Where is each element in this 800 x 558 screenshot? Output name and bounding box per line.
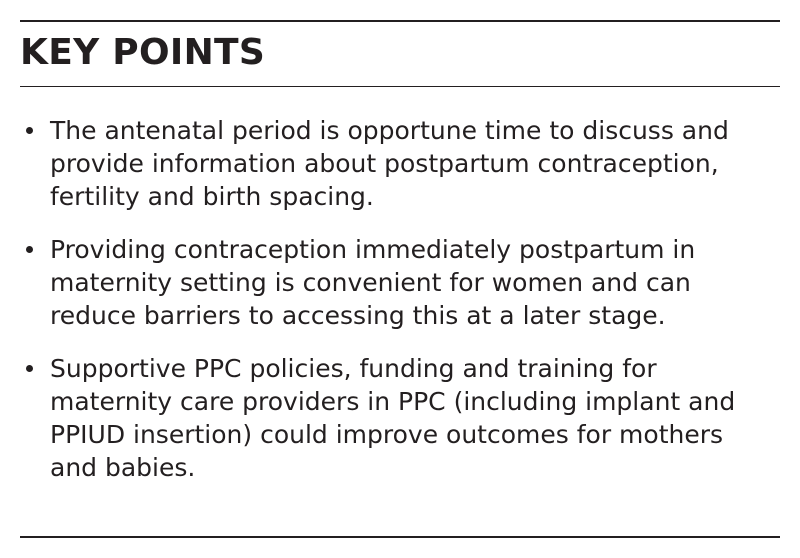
bottom-rule [20, 536, 780, 538]
key-point-line: reduce barriers to accessing this at a later stage. [50, 301, 666, 330]
key-point-3 [20, 352, 780, 484]
key-point-line: provide information about postpartum contraception, [50, 149, 719, 178]
key-point-line: maternity care providers in PPC (including implant and [50, 387, 736, 416]
key-point-line: The antenatal period is opportune time to discuss and [50, 116, 729, 145]
key-point-line: PPIUD insertion) could improve outcomes for mothers [50, 420, 724, 449]
key-points-box [20, 20, 780, 538]
key-point-1 [20, 114, 780, 213]
key-points-heading: KEY POINTS [20, 32, 266, 73]
key-point-line: maternity setting is convenient for women and can [50, 268, 691, 297]
key-point-2 [20, 233, 780, 332]
key-point-line: Providing contraception immediately postpartum in [50, 235, 696, 264]
top-rule [20, 20, 780, 22]
key-points-list [20, 114, 780, 504]
bullet-icon [26, 365, 33, 372]
key-point-line: Supportive PPC policies, funding and training for [50, 354, 657, 383]
bullet-icon [26, 127, 33, 134]
bullet-icon [26, 246, 33, 253]
key-point-line: and babies. [50, 453, 196, 482]
heading-divider [20, 86, 780, 87]
key-point-line: fertility and birth spacing. [50, 182, 374, 211]
